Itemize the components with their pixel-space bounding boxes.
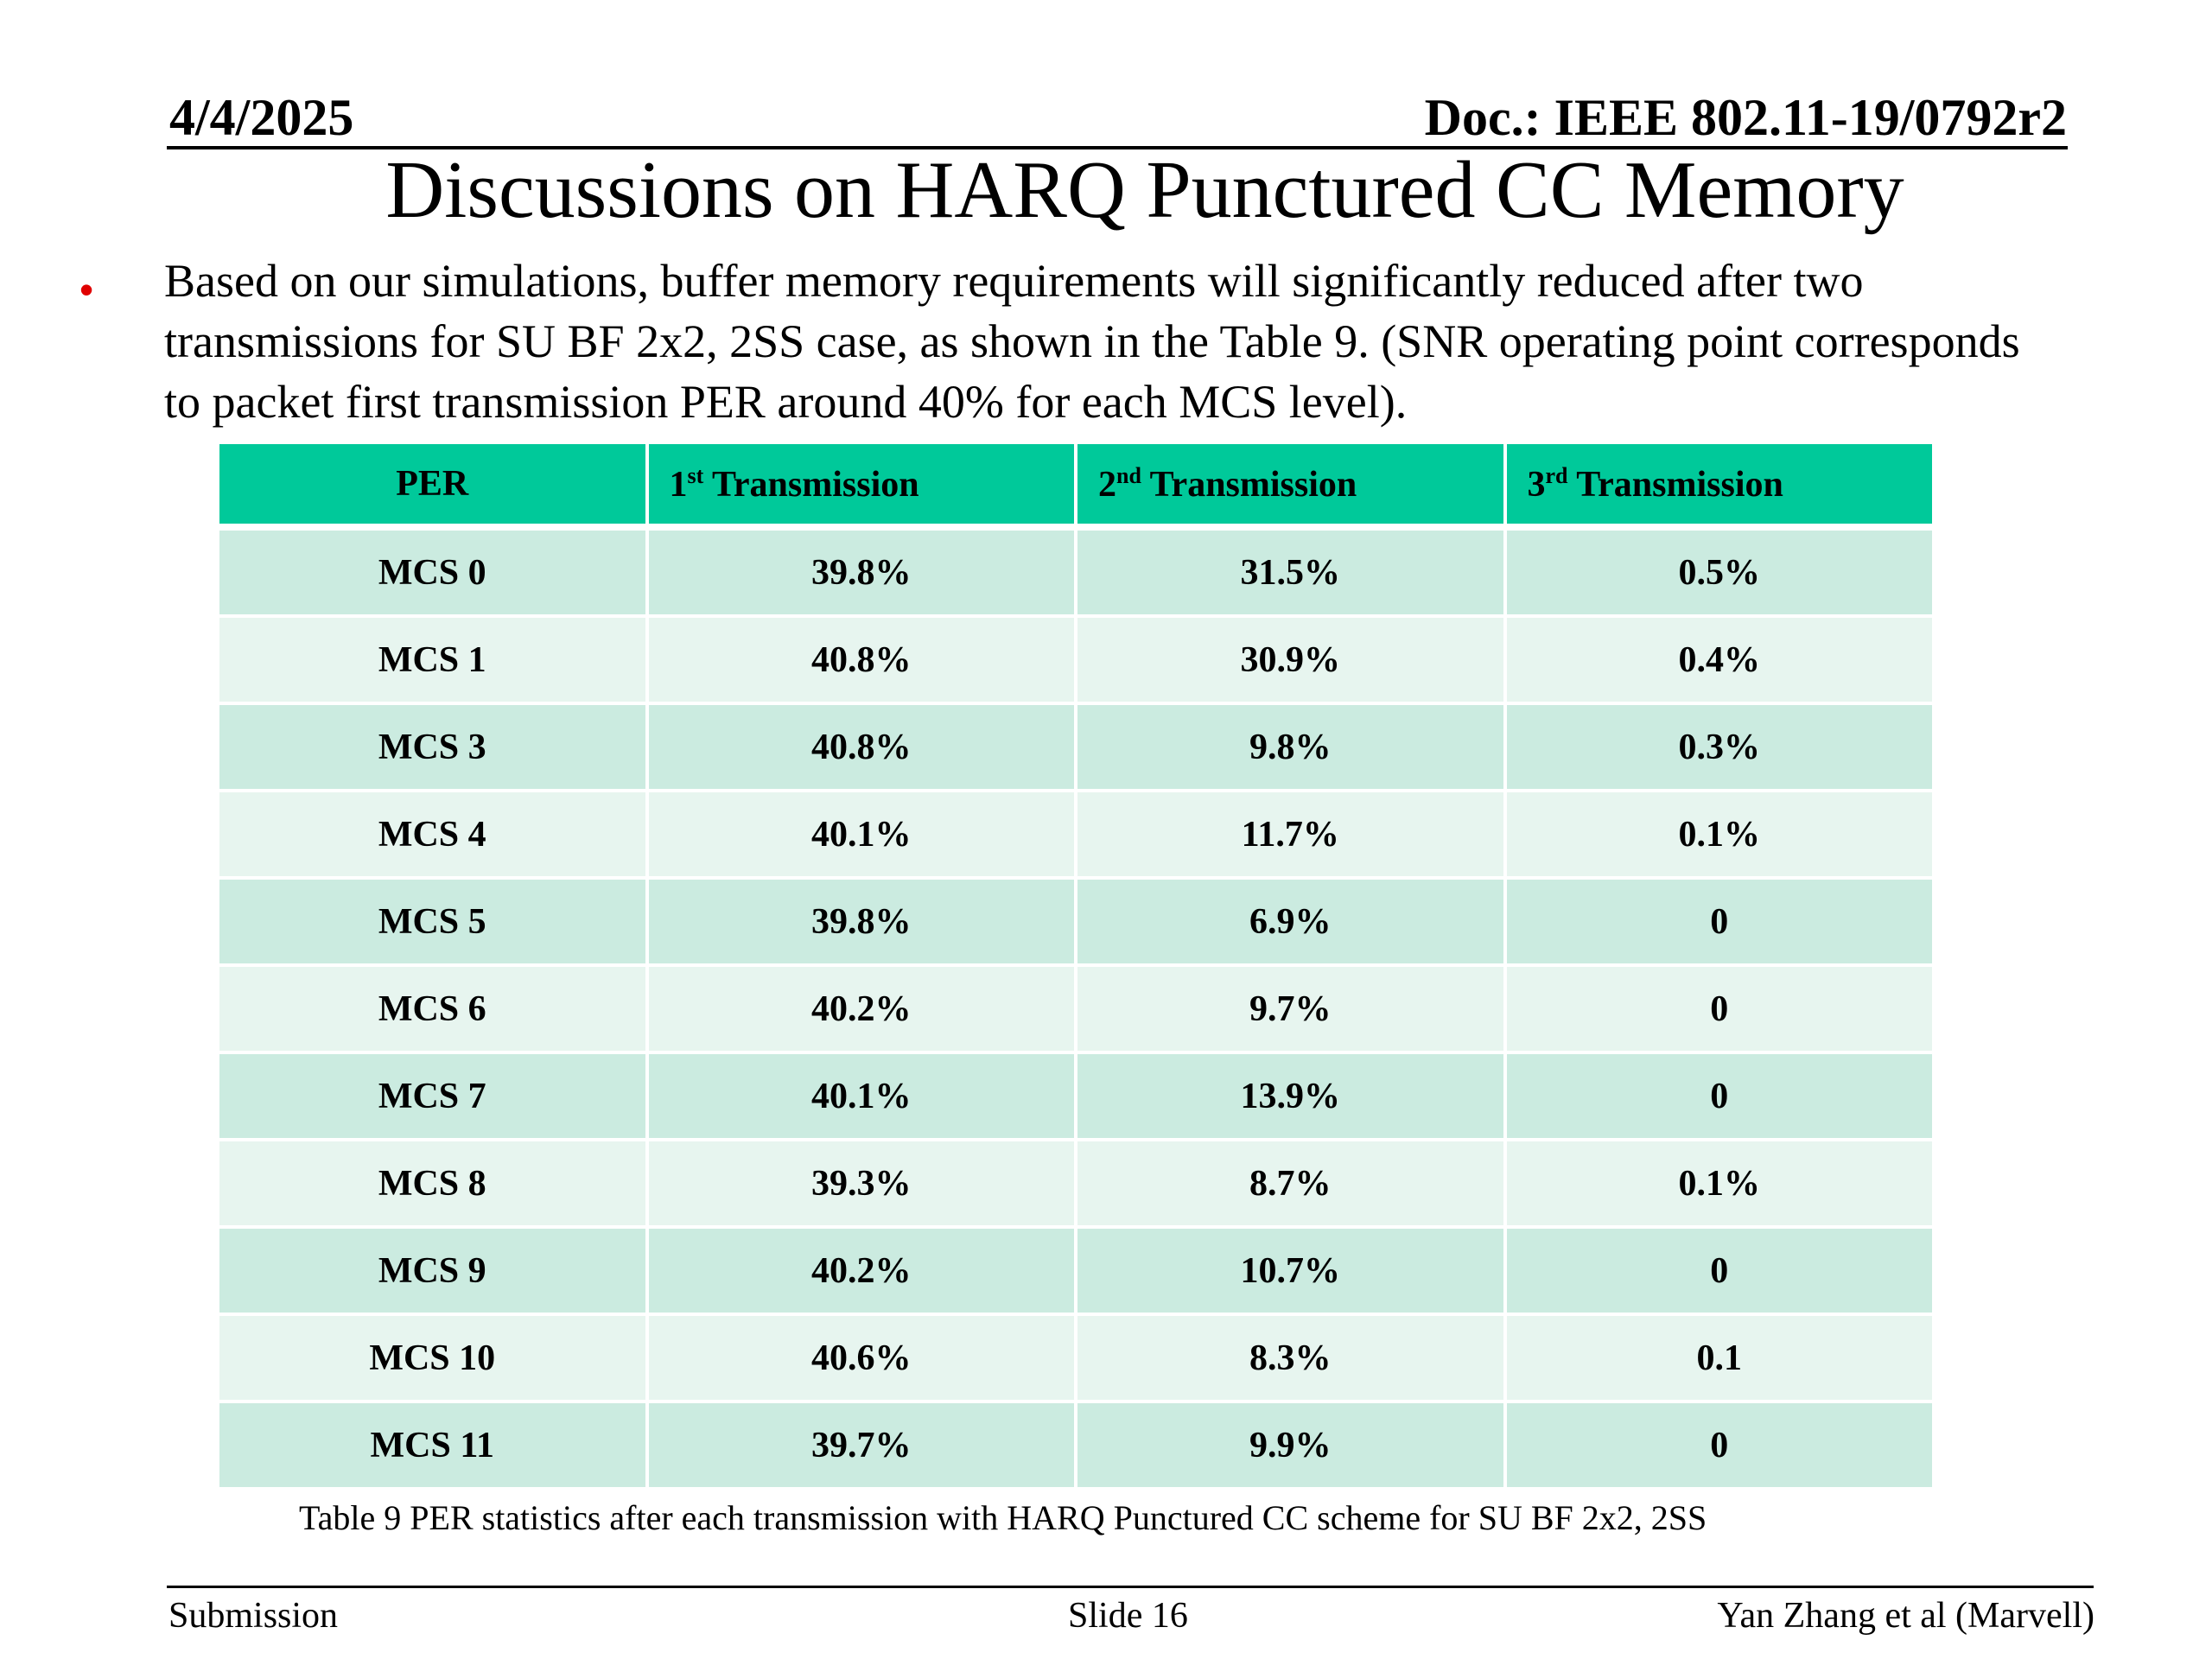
table-cell: MCS 4 bbox=[218, 791, 647, 878]
table-cell: 0.1 bbox=[1505, 1314, 1935, 1402]
per-table-container bbox=[216, 441, 1936, 1491]
footer-left: Submission bbox=[168, 1596, 339, 1636]
header-sup: rd bbox=[1545, 462, 1568, 488]
bullet-icon: • bbox=[79, 267, 94, 312]
table-cell: 0.1% bbox=[1505, 1140, 1935, 1227]
table-cell: 13.9% bbox=[1076, 1052, 1505, 1140]
table-cell: 39.8% bbox=[647, 878, 1077, 965]
table-cell: 30.9% bbox=[1076, 616, 1505, 703]
table-cell: 31.5% bbox=[1076, 527, 1505, 616]
footer-author: Yan Zhang et al (Marvell) bbox=[1717, 1596, 2094, 1636]
header-doc-id: Doc.: IEEE 802.11-19/0792r2 bbox=[1424, 89, 2067, 146]
header-cell-1st bbox=[647, 442, 1077, 527]
table-cell: 9.7% bbox=[1076, 965, 1505, 1052]
table-row bbox=[218, 527, 1934, 616]
table-row bbox=[218, 791, 1934, 878]
header-num: 3 bbox=[1527, 464, 1546, 505]
table-cell: 40.1% bbox=[647, 1052, 1077, 1140]
header-cell-per bbox=[218, 442, 647, 527]
table-body bbox=[218, 527, 1934, 1489]
bullet-text: Based on our simulations, buffer memory requirements will significantly reduced after two transmissions for SU BF 2x2, 2SS case, as shown in the Table 9. (SNR operating point corresponds to packet first transmission PER around 40% for each MCS level). bbox=[164, 255, 2020, 428]
table-row bbox=[218, 703, 1934, 791]
table-cell: 40.1% bbox=[647, 791, 1077, 878]
table-cell: MCS 8 bbox=[218, 1140, 647, 1227]
table-cell: 40.6% bbox=[647, 1314, 1077, 1402]
header-cell-3rd bbox=[1505, 442, 1935, 527]
header-cell-2nd bbox=[1076, 442, 1505, 527]
table-cell: 39.7% bbox=[647, 1402, 1077, 1489]
per-table bbox=[216, 441, 1936, 1491]
header-sup: st bbox=[687, 462, 704, 488]
table-cell: 40.8% bbox=[647, 616, 1077, 703]
header-text: Transmission bbox=[703, 464, 919, 505]
table-cell: 0.5% bbox=[1505, 527, 1935, 616]
footer-slide-number: Slide 16 bbox=[1068, 1596, 1188, 1636]
table-cell: 0 bbox=[1505, 1402, 1935, 1489]
table-cell: 6.9% bbox=[1076, 878, 1505, 965]
table-cell: 40.2% bbox=[647, 965, 1077, 1052]
table-row bbox=[218, 1227, 1934, 1314]
table-row bbox=[218, 616, 1934, 703]
table-cell: MCS 7 bbox=[218, 1052, 647, 1140]
header-num: 1 bbox=[669, 464, 688, 505]
table-cell: 0 bbox=[1505, 1227, 1935, 1314]
header-text: Transmission bbox=[1567, 464, 1783, 505]
header-num: 2 bbox=[1098, 464, 1116, 505]
table-row bbox=[218, 965, 1934, 1052]
table-caption: Table 9 PER statistics after each transmission with HARQ Punctured CC scheme for SU BF 2x2, 2SS bbox=[299, 1498, 1707, 1537]
table-cell: MCS 11 bbox=[218, 1402, 647, 1489]
table-cell: MCS 5 bbox=[218, 878, 647, 965]
table-cell: MCS 1 bbox=[218, 616, 647, 703]
table-cell: 40.8% bbox=[647, 703, 1077, 791]
table-cell: 11.7% bbox=[1076, 791, 1505, 878]
table-cell: 39.8% bbox=[647, 527, 1077, 616]
header-date: 4/4/2025 bbox=[169, 89, 354, 146]
table-cell: MCS 0 bbox=[218, 527, 647, 616]
table-cell: 0 bbox=[1505, 878, 1935, 965]
table-row bbox=[218, 1052, 1934, 1140]
table-row bbox=[218, 878, 1934, 965]
table-cell: 0 bbox=[1505, 1052, 1935, 1140]
table-cell: MCS 9 bbox=[218, 1227, 647, 1314]
header-text: Transmission bbox=[1141, 464, 1357, 505]
table-cell: 9.9% bbox=[1076, 1402, 1505, 1489]
table-row bbox=[218, 1402, 1934, 1489]
header-text: PER bbox=[396, 464, 469, 504]
slide-title: Discussions on HARQ Punctured CC Memory bbox=[385, 145, 1904, 235]
table-cell: MCS 3 bbox=[218, 703, 647, 791]
table-cell: MCS 10 bbox=[218, 1314, 647, 1402]
table-cell: 8.7% bbox=[1076, 1140, 1505, 1227]
table-cell: 8.3% bbox=[1076, 1314, 1505, 1402]
table-cell: 40.2% bbox=[647, 1227, 1077, 1314]
table-cell: MCS 6 bbox=[218, 965, 647, 1052]
table-cell: 0 bbox=[1505, 965, 1935, 1052]
table-cell: 0.1% bbox=[1505, 791, 1935, 878]
table-cell: 10.7% bbox=[1076, 1227, 1505, 1314]
table-header-row bbox=[218, 442, 1934, 527]
table-row bbox=[218, 1314, 1934, 1402]
table-cell: 0.4% bbox=[1505, 616, 1935, 703]
table-cell: 39.3% bbox=[647, 1140, 1077, 1227]
header-sup: nd bbox=[1116, 462, 1141, 488]
footer-divider bbox=[167, 1586, 2094, 1588]
table-cell: 0.3% bbox=[1505, 703, 1935, 791]
table-cell: 9.8% bbox=[1076, 703, 1505, 791]
table-row bbox=[218, 1140, 1934, 1227]
